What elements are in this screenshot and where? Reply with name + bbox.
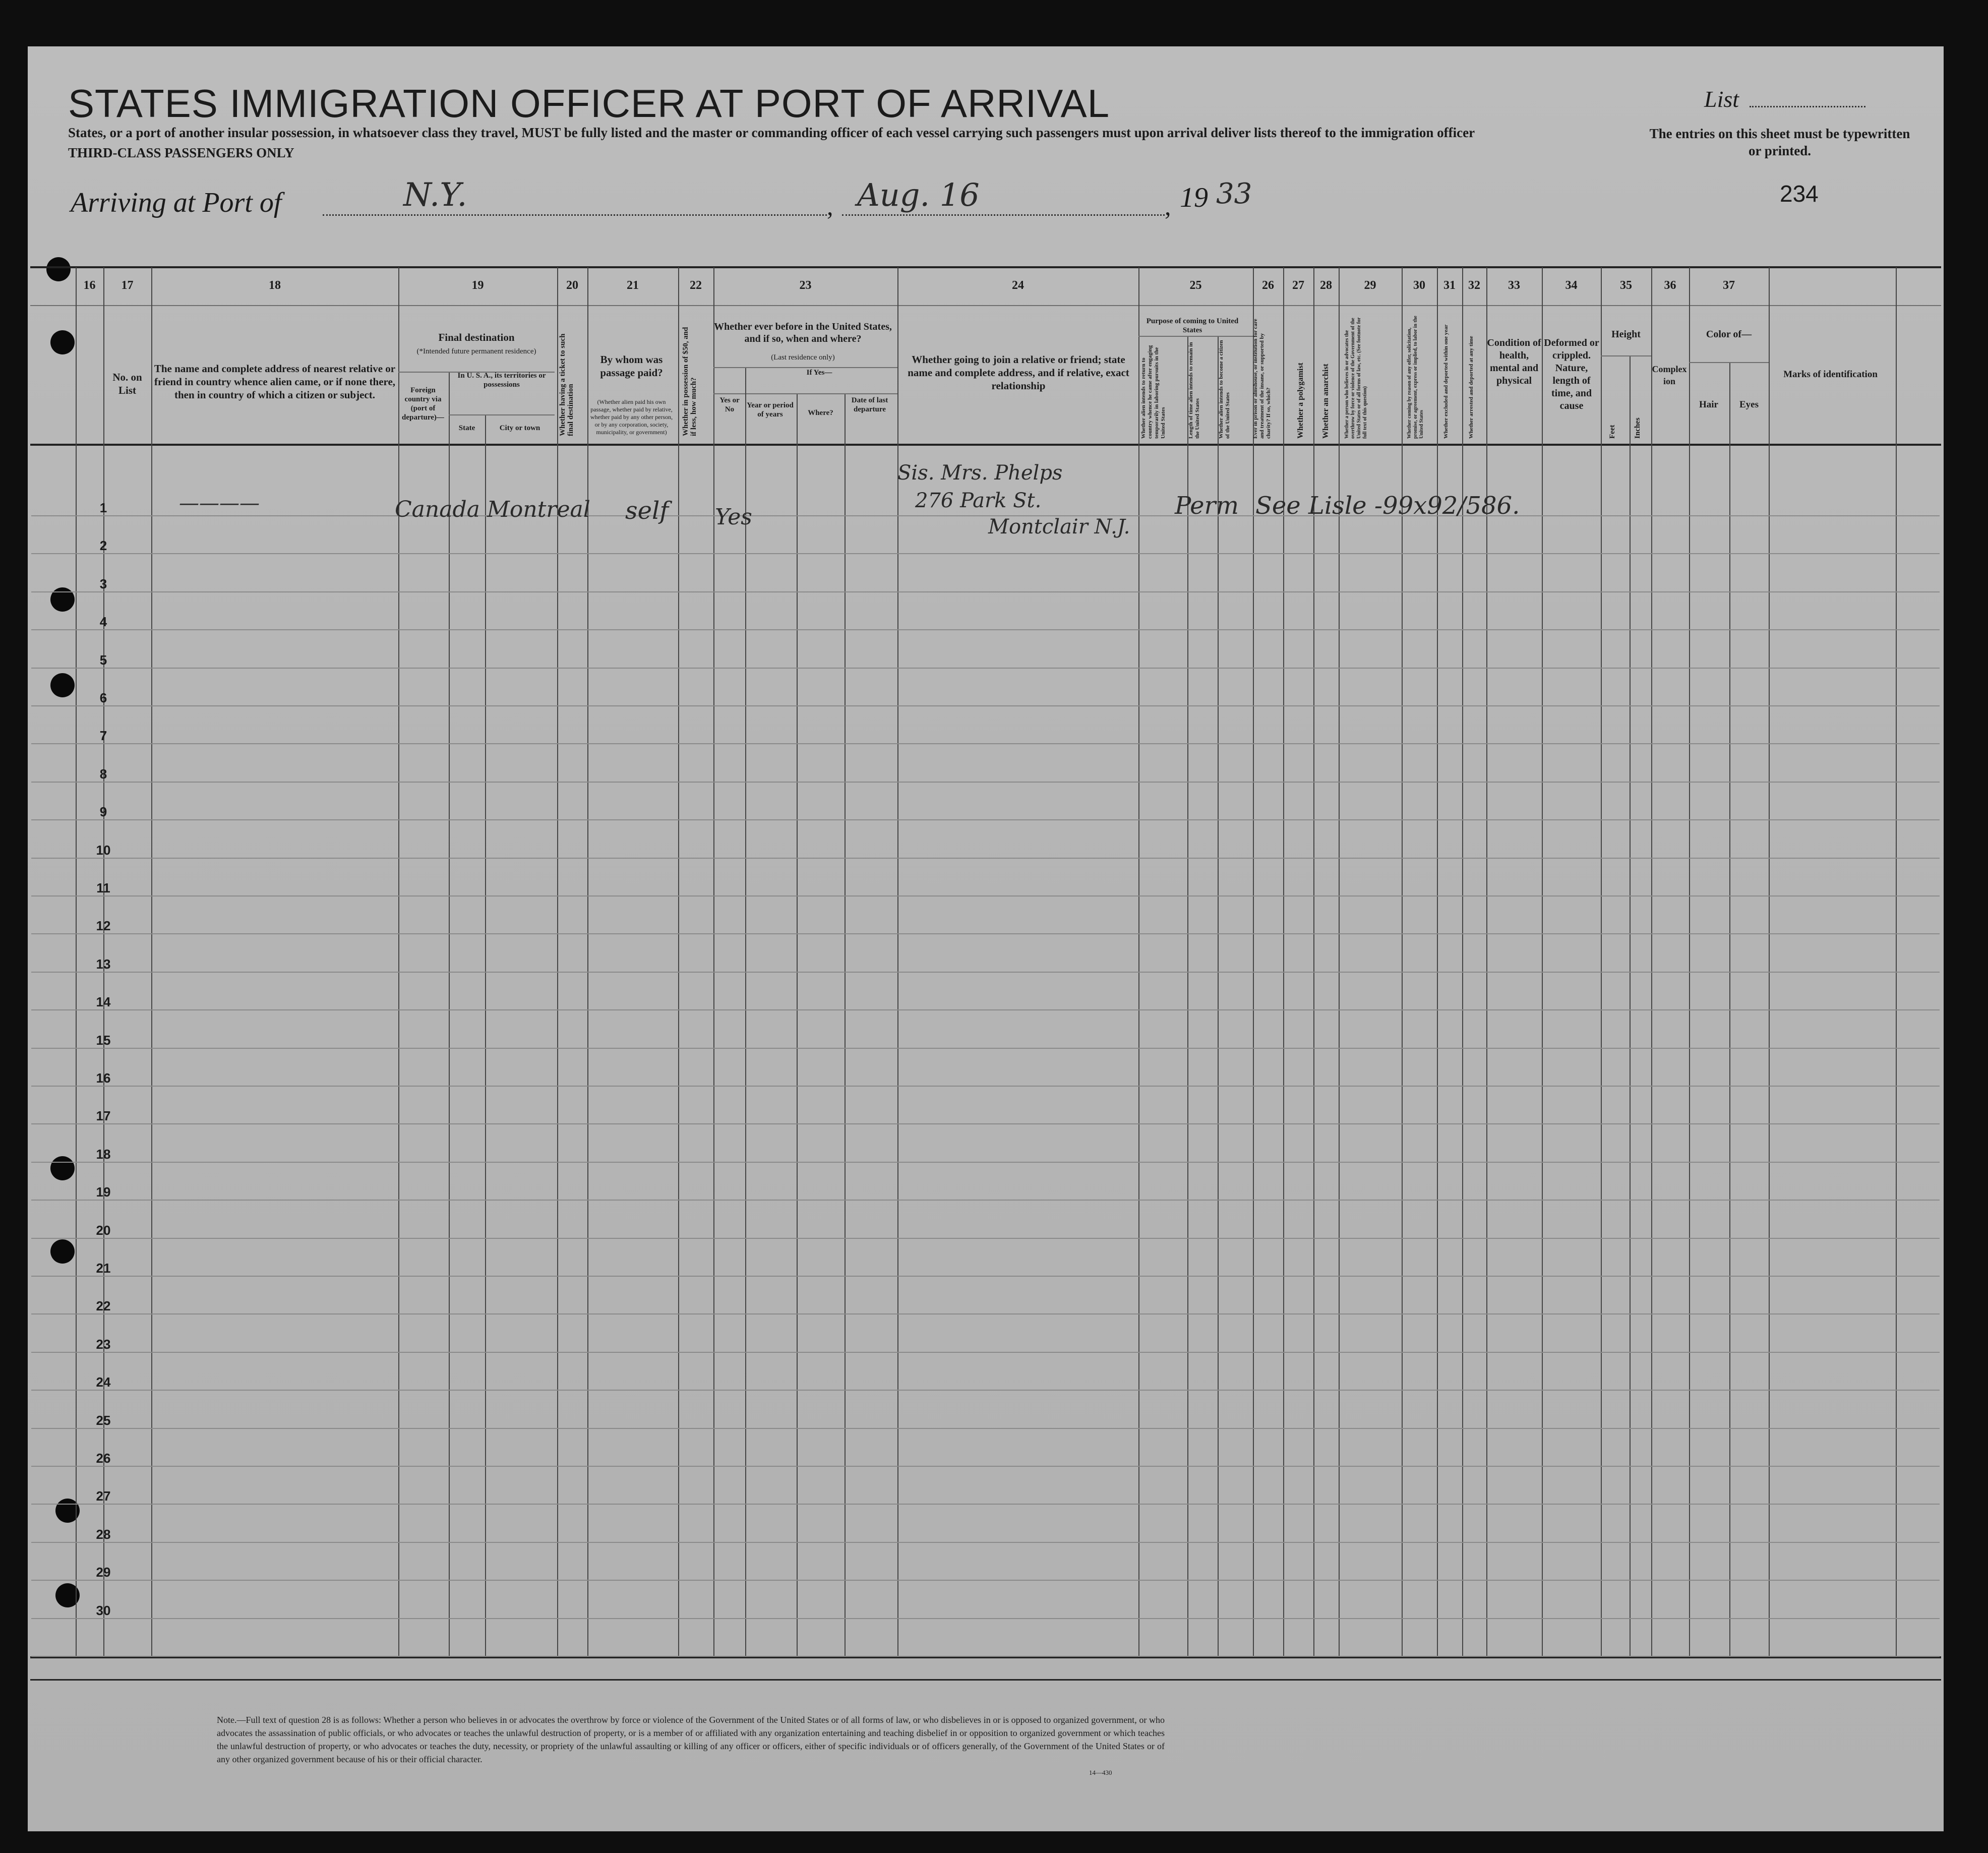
row-rule <box>31 515 1940 516</box>
passenger-class: THIRD-CLASS PASSENGERS ONLY <box>68 145 294 160</box>
row-rule <box>31 1390 1940 1391</box>
row-rule <box>31 1618 1940 1619</box>
row-rule <box>31 1542 1940 1543</box>
punch-hole <box>50 1156 75 1180</box>
row-number: 30 <box>96 1602 111 1618</box>
subheader-rule <box>1601 355 1651 356</box>
col22-yesno: Yes or No <box>719 396 740 413</box>
col32-header: Condition of health, mental and physical <box>1487 337 1541 386</box>
col36-hair: Hair <box>1699 399 1718 410</box>
column-number: 21 <box>627 279 639 292</box>
col27-header: Whether an anarchist <box>1321 364 1330 439</box>
list-line <box>1750 106 1865 107</box>
row-rule <box>31 1276 1940 1277</box>
column-number: 37 <box>1723 279 1735 292</box>
column-number: 25 <box>1189 279 1202 292</box>
column-rule <box>1542 267 1543 1656</box>
col18-sub: (*Intended future permanent residence) <box>416 347 536 355</box>
col24-b: Length of time alien intends to remain in the United States <box>1188 342 1200 439</box>
row-number: 5 <box>99 652 107 668</box>
subcolumn-rule <box>797 393 798 1656</box>
column-rule <box>1896 267 1897 1656</box>
notice-text: States, or a port of another insular possession, in whatsoever class they travel, MUST be fully listed and the master or commanding officer of each vessel carrying such passengers must upon arrival deliver lists thereof to the immigration officer <box>68 125 1475 140</box>
col34-inches: Inches <box>1634 417 1642 439</box>
col29-header: Whether coming by reason of any offer, solicitation, promise, or agreement, express or implied, to labor in the United States <box>1407 316 1424 439</box>
row-rule <box>31 743 1940 744</box>
row-rule <box>31 858 1940 859</box>
row-rule <box>31 591 1940 592</box>
column-rule <box>713 267 714 1656</box>
row-number: 27 <box>96 1488 111 1504</box>
col22-ifyes: If Yes— <box>806 369 832 377</box>
row-rule <box>31 1313 1940 1314</box>
row1-c23-line1: Sis. Mrs. Phelps <box>897 461 1063 485</box>
col31-header: Whether arrested and deported at any time <box>1468 336 1474 439</box>
col37-header: Marks of identification <box>1783 369 1878 380</box>
subcolumn-rule <box>845 393 846 1656</box>
row-number: 21 <box>96 1261 111 1276</box>
row-number: 28 <box>96 1526 111 1542</box>
row-number: 24 <box>96 1374 111 1390</box>
sheet-number: 234 <box>1780 181 1819 207</box>
subheader-rule <box>449 414 555 415</box>
col24-c: Whether alien intends to become a citizen of the United States <box>1218 340 1231 439</box>
row1-c22: Yes <box>715 504 752 530</box>
list-label: List <box>1704 86 1739 112</box>
row1-c23-line2: 276 Park St. <box>915 489 1042 512</box>
column-rule <box>1402 267 1403 1656</box>
subcolumn-rule <box>1187 336 1188 1656</box>
port-line <box>323 214 827 216</box>
row-number: 29 <box>96 1565 111 1580</box>
row-number: 22 <box>96 1298 111 1314</box>
form-number: 14—430 <box>1089 1769 1112 1776</box>
column-number: 35 <box>1620 279 1632 292</box>
column-rule <box>1601 267 1602 1656</box>
column-rule <box>1339 267 1340 1656</box>
row-number: 8 <box>99 766 107 782</box>
row-number: 14 <box>96 994 111 1010</box>
col26-header: Whether a polygamist <box>1296 363 1305 439</box>
col19-header: Whether having a ticket to such final destination <box>559 333 575 436</box>
subheader-rule <box>745 393 897 394</box>
row-rule <box>31 819 1940 820</box>
col22-sub: (Last residence only) <box>771 353 835 362</box>
row-number: 7 <box>99 728 107 744</box>
row-number: 11 <box>96 880 110 895</box>
col18-state: State <box>458 424 475 432</box>
row-rule <box>31 1048 1940 1049</box>
row-number: 13 <box>96 956 111 972</box>
col20-sub: (Whether alien paid his own passage, whether paid by relative, whether paid by any other person, or by any corporation, society, municipality, or government) <box>590 398 673 436</box>
row1-c17: ———— <box>179 492 260 515</box>
row-rule <box>31 1123 1940 1124</box>
row-number: 26 <box>96 1451 111 1466</box>
column-rule <box>1651 267 1652 1656</box>
column-number: 23 <box>799 279 812 292</box>
row-rule <box>31 1162 1940 1163</box>
row-rule <box>31 933 1940 934</box>
row-rule <box>31 668 1940 669</box>
column-number: 34 <box>1565 279 1578 292</box>
column-rule <box>1283 267 1284 1656</box>
col18-city: City or town <box>499 424 540 432</box>
subcolumn-rule <box>485 414 486 1656</box>
column-rule <box>1253 267 1254 1656</box>
year-printed: 19 <box>1180 182 1208 213</box>
row-rule <box>31 1580 1940 1581</box>
row-number: 1 <box>99 500 107 515</box>
row-rule <box>31 895 1940 896</box>
column-number: 20 <box>566 279 578 292</box>
col22-date: Date of last departure <box>851 396 888 413</box>
arriving-label: Arriving at Port of <box>71 187 282 218</box>
col18-foreign: Foreign country via (port of departure)— <box>402 386 444 422</box>
col34-feet: Feet <box>1608 425 1616 439</box>
column-rule <box>1486 267 1487 1656</box>
column-rule <box>1769 267 1770 1656</box>
column-number: 32 <box>1468 279 1480 292</box>
col36-header: Color of— <box>1706 329 1752 340</box>
row-number: 6 <box>99 690 107 705</box>
column-rule <box>1462 267 1463 1656</box>
row-rule <box>31 1009 1940 1010</box>
row-number: 20 <box>96 1222 111 1238</box>
subcolumn-rule <box>1630 355 1631 1656</box>
col16-header: No. on List <box>112 371 142 396</box>
subheader-rule <box>1138 336 1253 337</box>
footer-rule <box>30 1679 1941 1681</box>
column-number: 36 <box>1664 279 1676 292</box>
row-number: 23 <box>96 1336 111 1352</box>
comma-sep: , <box>1165 192 1171 220</box>
col25-header: Ever in prison or almshouse, or institution for care and treatment of the insane, or supported by charity? If so, which? <box>1252 319 1272 439</box>
row-number: 12 <box>96 918 111 934</box>
column-rule <box>587 267 588 1656</box>
col22-where: Where? <box>808 409 833 417</box>
row-number: 16 <box>96 1070 111 1086</box>
row-rule <box>31 1504 1940 1505</box>
column-rule <box>1437 267 1438 1656</box>
col21-header: Whether in possession of $50, and if less, how much? <box>682 327 698 436</box>
colnum-rule <box>30 305 1941 306</box>
page-title: STATES IMMIGRATION OFFICER AT PORT OF ARRIVAL <box>68 81 1110 126</box>
col33-header: Deformed or crippled. Nature, length of time, and cause <box>1544 337 1599 411</box>
column-number: 16 <box>83 279 96 292</box>
row1-c18: Canada Montreal <box>395 497 590 522</box>
row-rule <box>31 1238 1940 1239</box>
header-bottom-rule <box>30 444 1941 446</box>
punch-hole <box>50 330 75 354</box>
row-number: 2 <box>99 538 107 554</box>
row-rule <box>31 705 1940 706</box>
column-number: 18 <box>269 279 281 292</box>
col20-header: By whom was passage paid? <box>600 353 663 379</box>
entries-note: The entries on this sheet must be typewritten or printed. <box>1649 126 1910 158</box>
row-rule <box>31 1086 1940 1087</box>
col18-title: Final destination <box>438 331 515 343</box>
punch-hole <box>46 257 71 281</box>
row-number: 18 <box>96 1146 111 1162</box>
row-number: 3 <box>99 576 107 591</box>
row-rule <box>31 972 1940 973</box>
col17-header: The name and complete address of nearest relative or friend in country whence alien came, or if none there, then in country of which a citizen or subject. <box>154 363 396 401</box>
row-rule <box>31 553 1940 554</box>
row1-c23-line3: Montclair N.J. <box>988 515 1130 539</box>
column-number: 27 <box>1292 279 1304 292</box>
col24-a: Whether alien intends to return to country whence he came after engaging temporarily in laboring pursuits in the United States <box>1140 345 1166 439</box>
column-rule <box>678 267 679 1656</box>
row-number: 25 <box>96 1412 111 1428</box>
column-number: 22 <box>690 279 702 292</box>
column-number: 30 <box>1413 279 1425 292</box>
subcolumn-rule <box>745 367 746 1656</box>
col24-title: Purpose of coming to United States <box>1146 317 1239 334</box>
column-rule <box>398 267 399 1656</box>
port-value: N.Y. <box>403 176 467 214</box>
punch-hole <box>50 673 75 697</box>
col35-header: Complexion <box>1652 364 1687 386</box>
row-rule <box>31 1352 1940 1353</box>
column-rule <box>1689 267 1690 1656</box>
row-rule <box>31 629 1940 630</box>
col22-title: Whether ever before in the United States, and if so, when and where? <box>714 321 892 344</box>
row-number: 19 <box>96 1184 111 1200</box>
col18-usa: In U. S. A., its territories or possessions <box>457 372 546 389</box>
row1-c20: self <box>625 497 669 525</box>
column-number: 29 <box>1364 279 1376 292</box>
comma-sep: , <box>827 192 833 220</box>
column-number: 24 <box>1012 279 1024 292</box>
row-number: 9 <box>99 804 107 820</box>
column-number: 31 <box>1443 279 1456 292</box>
row1-c24: Perm <box>1175 492 1239 520</box>
col30-header: Whether excluded and deported within one year <box>1443 324 1449 439</box>
subcolumn-rule <box>1218 336 1219 1656</box>
col28-header: Whether a person who believes in or advocates the overthrow by force or violence of the Government of the United States or of all forms of law, etc. (See footnote for full text of this question) <box>1344 317 1368 439</box>
row-rule <box>31 1200 1940 1201</box>
col23-header: Whether going to join a relative or friend; state name and complete address, and if relative, exact relationship <box>908 353 1129 392</box>
row-number: 10 <box>96 842 111 858</box>
column-number: 33 <box>1508 279 1520 292</box>
subheader-rule <box>1689 362 1769 363</box>
row-number: 15 <box>96 1032 111 1048</box>
column-number: 28 <box>1320 279 1332 292</box>
column-number: 19 <box>471 279 484 292</box>
column-rule <box>1138 267 1139 1656</box>
year-value: 33 <box>1216 177 1252 210</box>
row-rule <box>31 1428 1940 1429</box>
row-rule <box>31 1466 1940 1467</box>
column-number: 17 <box>121 279 134 292</box>
row-number: 17 <box>96 1108 111 1124</box>
manifest-sheet <box>28 46 1944 1831</box>
subcolumn-rule <box>449 372 450 1656</box>
row-rule <box>31 1656 1940 1657</box>
table-top-rule <box>30 266 1941 268</box>
row-rule <box>31 782 1940 783</box>
col36-eyes: Eyes <box>1739 399 1759 410</box>
row1-c25-32: See Lisle -99x92/586. <box>1255 492 1520 520</box>
column-rule <box>1313 267 1314 1656</box>
date-line <box>842 214 1165 216</box>
col22-year: Year or period of years <box>747 401 794 419</box>
column-rule <box>557 267 558 1656</box>
footnote-q28: Note.—Full text of question 28 is as follows: Whether a person who believes in or advocates the overthrow by force or violence of the Government of the United States or of all forms of law, or who disbelieves in or is opposed to organized government, or who advocates the assassination of public officials, or who advocates or teaches the unlawful destruction of property, or is a member of or affiliated with any organization entertaining and teaching disbelief in or opposition to organized government or which teaches the unlawful destruction of property, or who advocates or teaches the duty, necessity, or propriety of the unlawful assaulting or killing of any officer or officers, either of specific individuals or of officers generally, of the Government of the United States or of any other organized government because of his or their official character. <box>217 1715 1165 1764</box>
date-value: Aug. 16 <box>857 176 980 213</box>
punch-hole <box>50 1239 75 1264</box>
column-rule <box>151 267 152 1656</box>
col34-header: Height <box>1611 329 1641 340</box>
column-number: 26 <box>1262 279 1274 292</box>
row-number: 4 <box>99 614 107 630</box>
